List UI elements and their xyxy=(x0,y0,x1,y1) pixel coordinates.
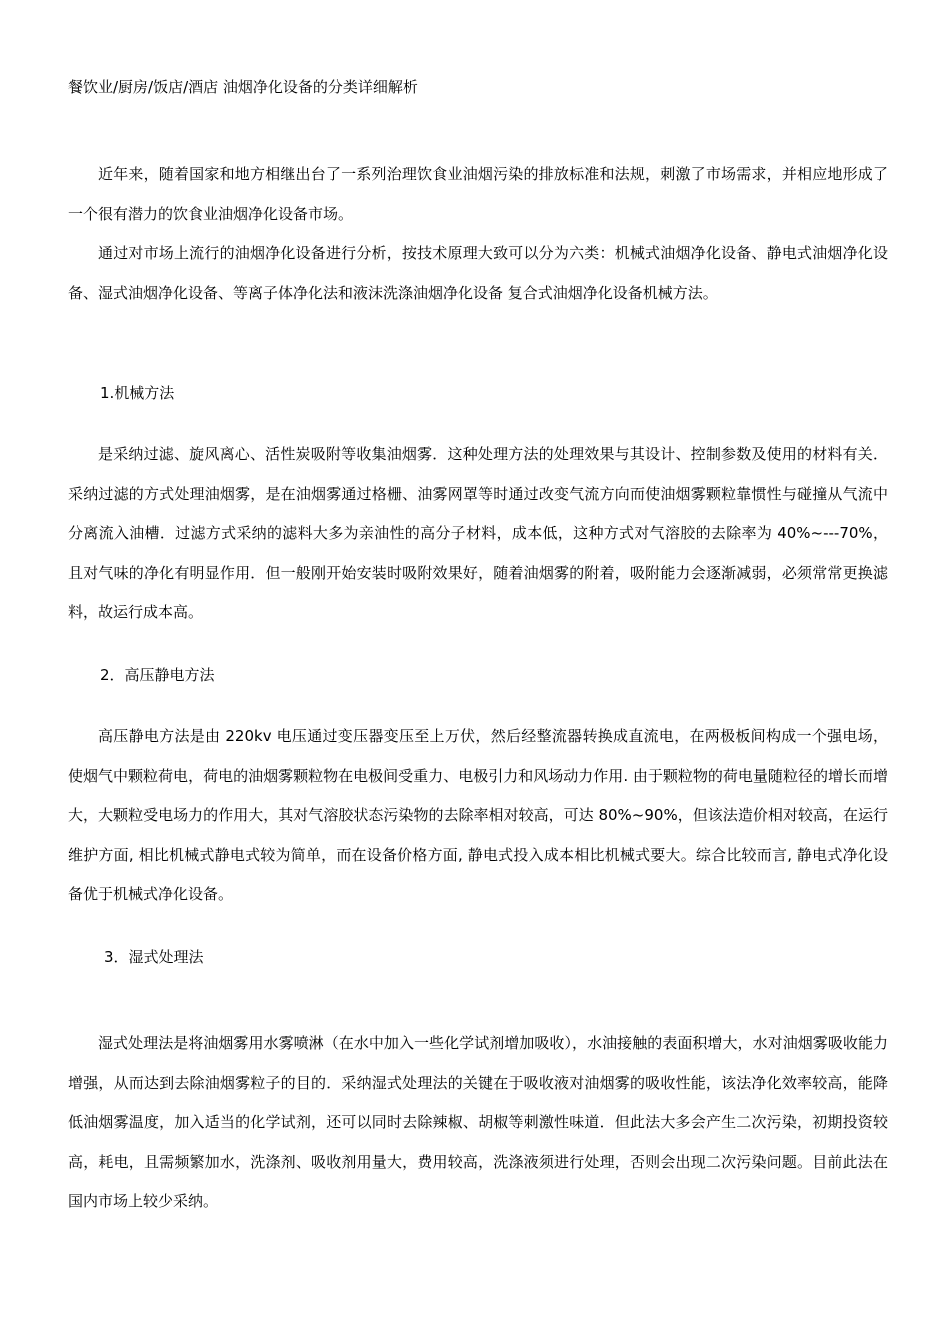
section-body-mechanical: 是采纳过滤、旋风离心、活性炭吸附等收集油烟雾．这种处理方法的处理效果与其设计、控制参数及使用的材料有关．采纳过滤的方式处理油烟雾，是在油烟雾通过格栅、油雾网罩等时通过改变气流方向而使油烟雾颗粒靠惯性与碰撞从气流中分离流入油槽．过滤方式采纳的滤料大多为亲油性的高分子材料，成本低，这种方式对气溶胶的去除率为 40%~---70%，且对气味的净化有明显作用．但一般刚开始安装时吸附效果好，随着油烟雾的附着，吸附能力会逐渐减弱，必须常常更换滤料，故运行成本高。 xyxy=(68,445,888,621)
section-heading-wet: 3．湿式处理法 xyxy=(104,948,204,966)
section-body-wet: 湿式处理法是将油烟雾用水雾喷淋（在水中加入一些化学试剂增加吸收），水油接触的表面积增大，水对油烟雾吸收能力增强，从而达到去除油烟雾粒子的目的．采纳湿式处理法的关键在于吸收液对油烟雾的吸收性能，该法净化效率较高，能降低油烟雾温度，加入适当的化学试剂，还可以同时去除辣椒、胡椒等刺激性味道．但此法大多会产生二次污染，初期投资较高，耗电，且需频繁加水，洗涤剂、吸收剂用量大，费用较高，洗涤液须进行处理，否则会出现二次污染问题。目前此法在国内市场上较少采纳。 xyxy=(68,1034,888,1210)
intro-paragraph-1: 近年来，随着国家和地方相继出台了一系列治理饮食业油烟污染的排放标准和法规，刺激了市场需求，并相应地形成了一个很有潜力的饮食业油烟净化设备市场。 xyxy=(68,165,888,223)
intro-paragraph-2: 通过对市场上流行的油烟净化设备进行分析，按技术原理大致可以分为六类：机械式油烟净化设备、静电式油烟净化设备、湿式油烟净化设备、等离子体净化法和液沫洗涤油烟净化设备 复合式油烟净化设备机械方法。 xyxy=(68,244,888,302)
section-heading-electrostatic: 2．高压静电方法 xyxy=(100,666,215,684)
document-title: 餐饮业/厨房/饭店/酒店 油烟净化设备的分类详细解析 xyxy=(68,78,418,96)
section-body-electrostatic: 高压静电方法是由 220kv 电压通过变压器变压至上万伏，然后经整流器转换成直流电，在两极板间构成一个强电场，使烟气中颗粒荷电，荷电的油烟雾颗粒物在电极间受重力、电极引力和风场动力作用. 由于颗粒物的荷电量随粒径的增长而增大，大颗粒受电场力的作用大，其对气溶胶状态污染物的去除率相对较高，可达 80%~90%，但该法造价相对较高，在运行维护方面, 相比机械式静电式较为简单，而在设备价格方面, 静电式投入成本相比机械式要大。综合比较而言, 静电式净化设备优于机械式净化设备。 xyxy=(68,727,888,903)
section-heading-mechanical: 1.机械方法 xyxy=(100,384,175,402)
